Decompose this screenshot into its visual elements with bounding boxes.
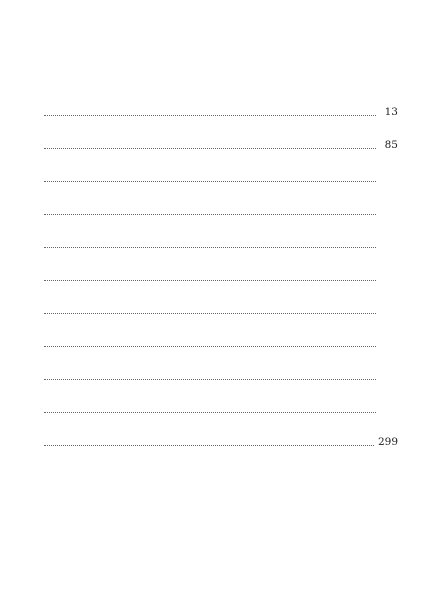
toc-line [40, 171, 398, 185]
toc-dot-leader [44, 445, 374, 446]
toc-page-number: 299 [377, 436, 398, 448]
toc-section-label [40, 257, 398, 267]
toc-dot-leader [44, 115, 376, 116]
toc-entry [40, 92, 398, 119]
toc-list [40, 92, 398, 449]
toc-line [40, 270, 398, 284]
toc-entry [40, 356, 398, 383]
toc-section-label [40, 125, 398, 135]
toc-dot-leader [44, 148, 376, 149]
toc-entry [40, 290, 398, 317]
toc-line [40, 303, 398, 317]
toc-section-label [40, 191, 398, 201]
toc-section-label [40, 323, 398, 333]
toc-line [40, 237, 398, 251]
toc-line [40, 402, 398, 416]
toc-section-label [40, 92, 398, 102]
toc-entry [40, 125, 398, 152]
toc-entry [40, 224, 398, 251]
toc-section-label [40, 224, 398, 234]
toc-line [40, 105, 398, 119]
toc-line [40, 336, 398, 350]
toc-dot-leader [44, 280, 376, 281]
toc-dot-leader [44, 412, 376, 413]
toc-line [40, 435, 398, 449]
toc-page-number: 85 [384, 139, 398, 151]
toc-dot-leader [44, 214, 376, 215]
toc-entry [40, 323, 398, 350]
toc-section-label [40, 422, 398, 432]
toc-dot-leader [44, 379, 376, 380]
toc-line [40, 138, 398, 152]
toc-dot-leader [44, 247, 376, 248]
toc-section-label [40, 389, 398, 399]
toc-line [40, 204, 398, 218]
toc-entry [40, 158, 398, 185]
toc-title [40, 56, 398, 70]
toc-section-label [40, 356, 398, 366]
toc-line [40, 369, 398, 383]
toc-section-label [40, 158, 398, 168]
toc-dot-leader [44, 181, 376, 182]
toc-dot-leader [44, 313, 376, 314]
toc-entry [40, 422, 398, 449]
toc-dot-leader [44, 346, 376, 347]
toc-entry [40, 191, 398, 218]
toc-section-label [40, 290, 398, 300]
toc-entry [40, 389, 398, 416]
toc-entry [40, 257, 398, 284]
toc-page-number: 13 [384, 106, 398, 118]
